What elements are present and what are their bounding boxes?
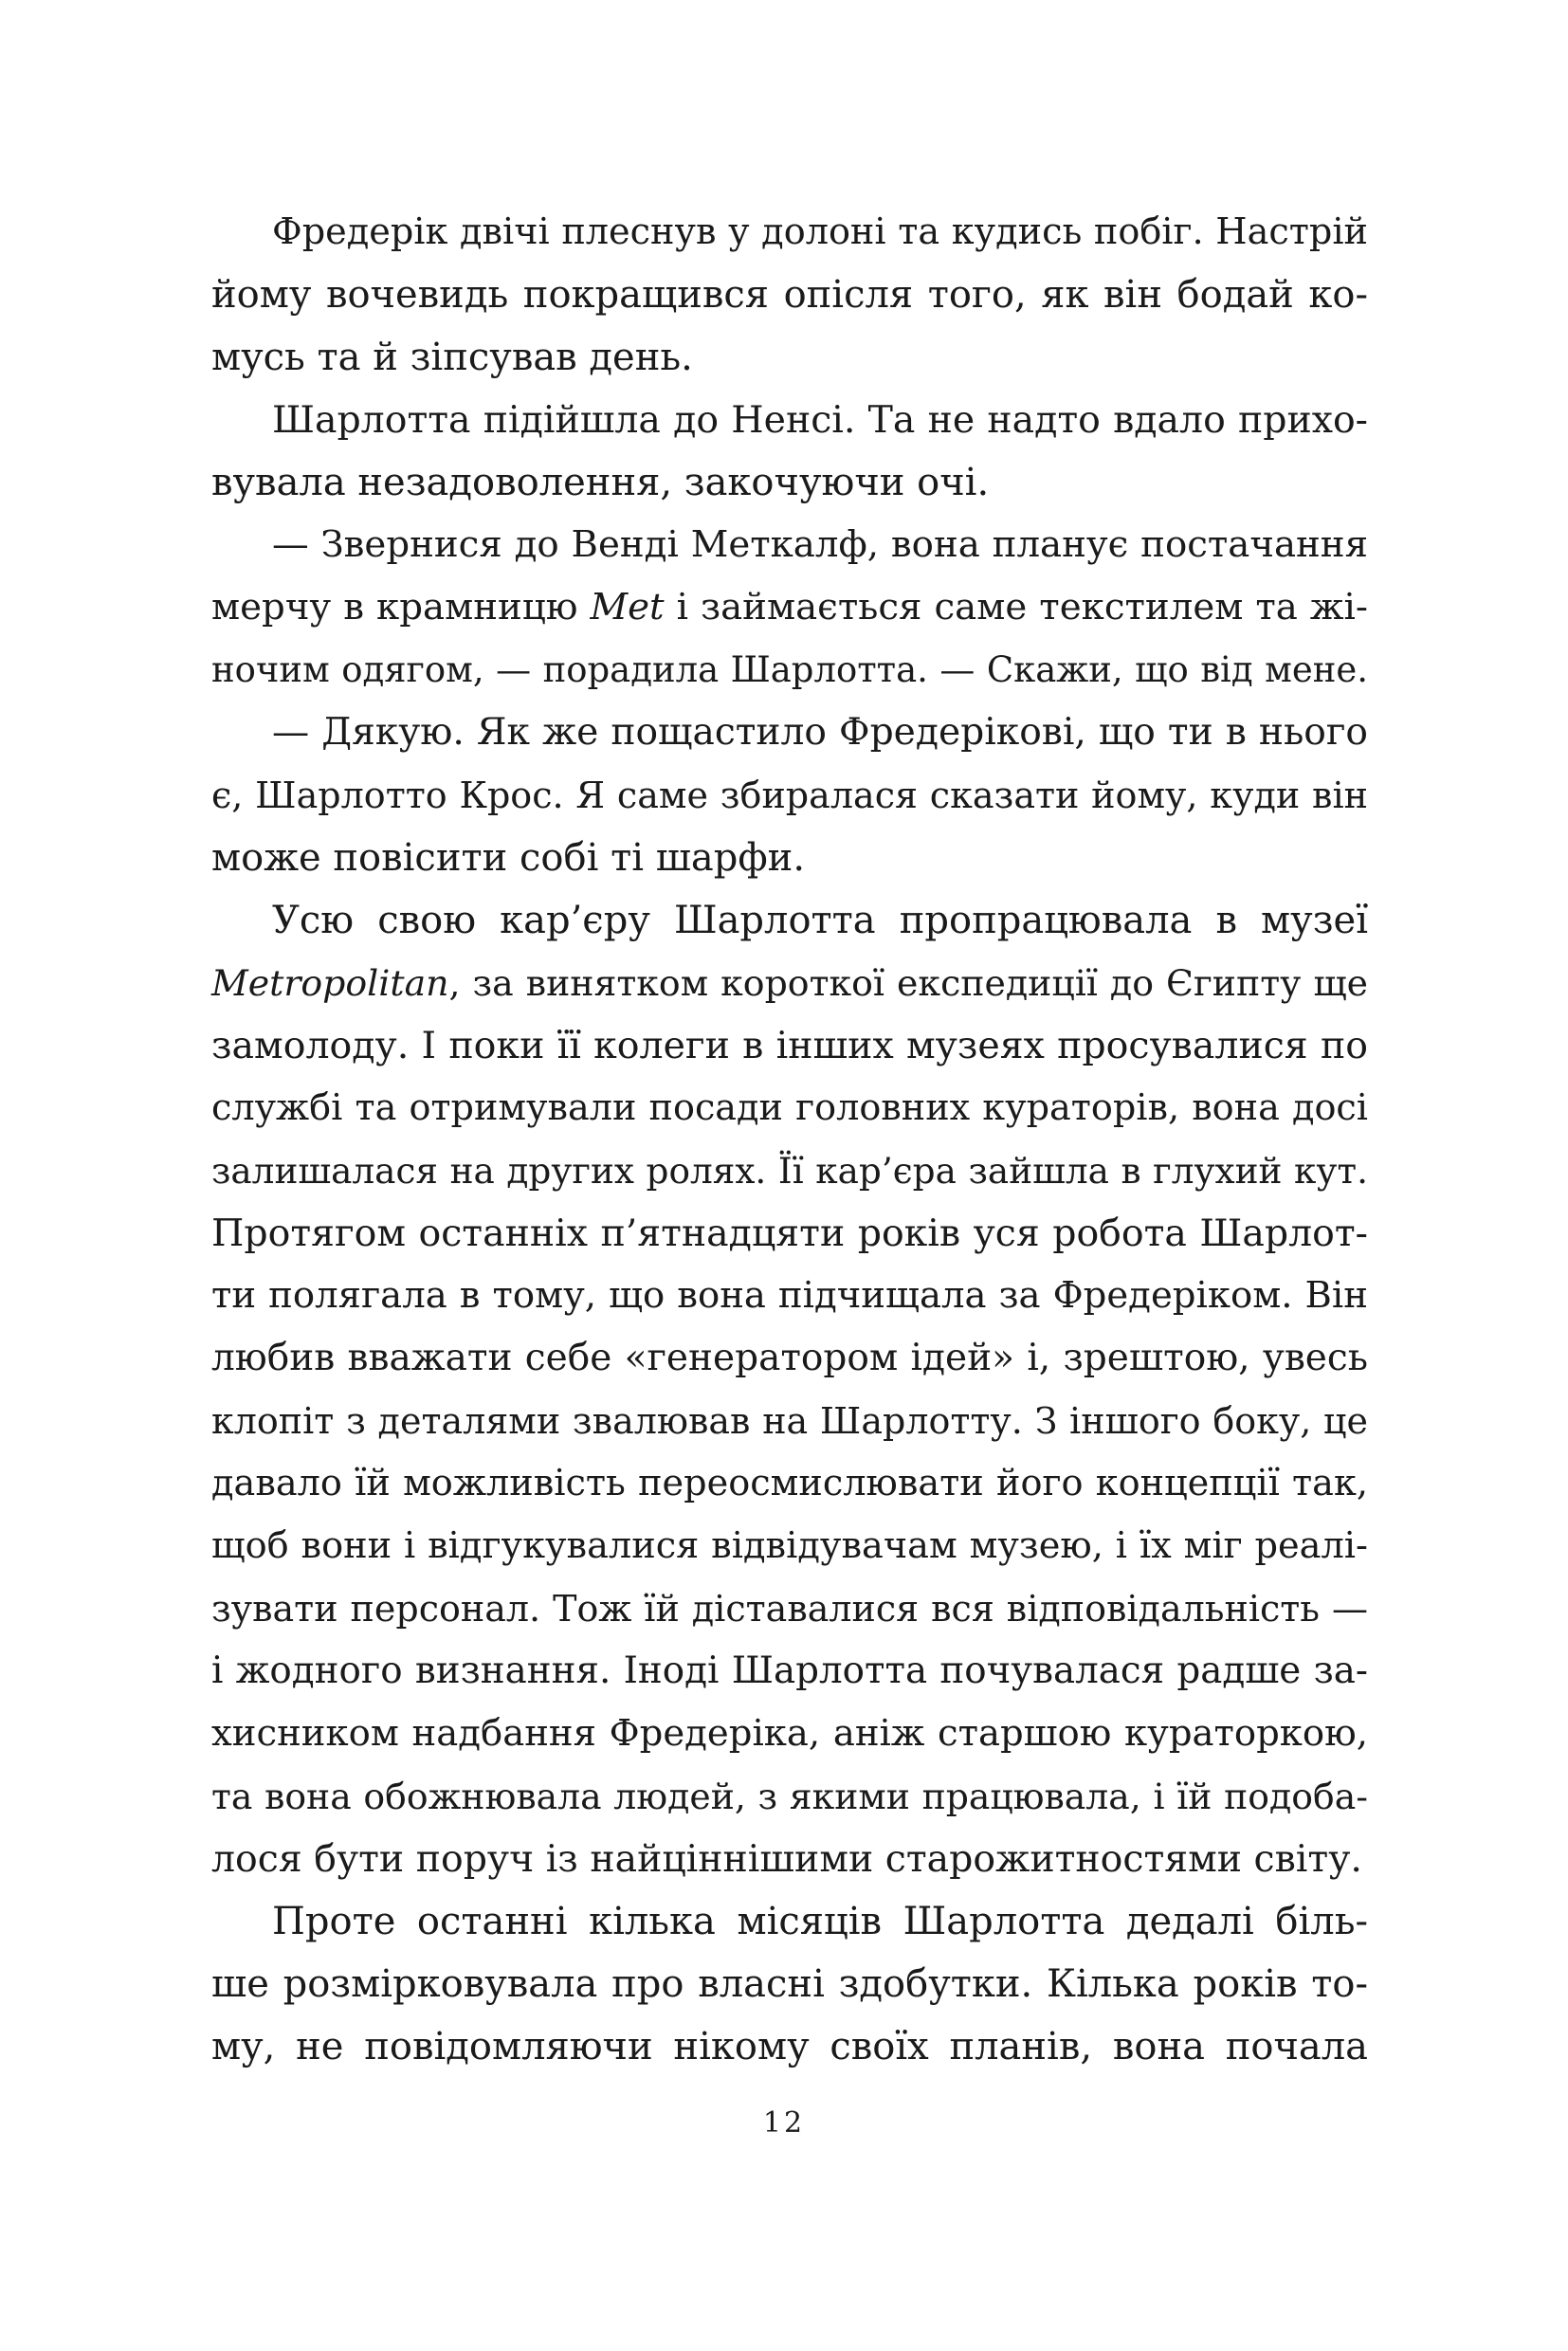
text-line: залишалася на других ролях. Її кар’єра зайшла в глухий кут. <box>211 1150 1368 1192</box>
text-segment: , за винятком короткої експедиції до Єгипту ще <box>448 962 1368 1004</box>
text-line: Протягом останніх п’ятнадцяти років уся робота Шарлот- <box>211 1212 1368 1255</box>
text-line: давало їй можливість переосмислювати його концепції так, <box>211 1463 1368 1504</box>
text-line: зувати персонал. Тож їй діставалися вся відповідальність — <box>211 1588 1368 1630</box>
text-line: службі та отримували посади головних кураторів, вона досі <box>211 1087 1368 1129</box>
text-line: і жодного визнання. Іноді Шарлотта почувалася радше за- <box>211 1649 1368 1692</box>
text-line: Фредерік двічі плеснув у долоні та кудись побіг. Настрій <box>272 211 1368 253</box>
text-segment: і займається саме текстилем та жі- <box>664 586 1368 629</box>
text-line: Шарлотта підійшла до Ненсі. Та не надто вдало прихо- <box>272 398 1368 442</box>
text-line: му, не повідомляючи нікому своїх планів, вона почала <box>211 2025 1368 2069</box>
text-line: ти полягала в тому, що вона підчищала за Фредеріком. Він <box>211 1274 1368 1317</box>
italic-title: Metropolitan <box>211 962 449 1004</box>
text-line: лося бути поруч із найціннішими старожитностями світу. <box>211 1837 1362 1881</box>
page-number: 12 <box>762 2106 806 2140</box>
text-line: йому вочевидь покращився опісля того, як він бодай ко- <box>211 273 1368 317</box>
text-line: та вона обожнювала людей, з якими працювала, і їй подоба- <box>211 1776 1368 1817</box>
text-line: мусь та й зіпсував день. <box>211 336 693 379</box>
text-line: любив вважати себе «генератором ідей» і, зрештою, увесь <box>211 1337 1368 1379</box>
italic-title: Met <box>590 586 665 629</box>
text-line: — Звернися до Венді Меткалф, вона планує постачання <box>272 523 1368 566</box>
text-line: замолоду. І поки її колеги в інших музеях просувалися по <box>211 1024 1368 1067</box>
text-line: щоб вони і відгукувалися відвідувачам музею, і їх міг реалі- <box>211 1524 1368 1567</box>
text-line: Проте останні кілька місяців Шарлотта дедалі біль- <box>272 1900 1368 1943</box>
text-line <box>211 952 1368 1014</box>
text-line: хисником надбання Фредеріка, аніж старшою кураторкою, <box>211 1712 1368 1755</box>
text-line: Усю свою кар’єру Шарлотта пропрацювала в музеї <box>272 899 1368 942</box>
text-segment: мерчу в крамницю <box>211 586 591 629</box>
text-line: клопіт з деталями звалював на Шарлотту. З іншого боку, це <box>211 1400 1368 1442</box>
text-line: може повісити собі ті шарфи. <box>211 836 806 880</box>
text-line: ше розмірковувала про власні здобутки. Кілька років то- <box>211 1962 1368 2006</box>
text-line: є, Шарлотто Крос. Я саме збиралася сказати йому, куди він <box>211 775 1368 816</box>
text-line: вувала незадоволення, закочуючи очі. <box>211 461 990 504</box>
body-text <box>211 201 1368 2078</box>
text-line: — Дякую. Як же пощастило Фредерікові, що ти в нього <box>272 711 1368 754</box>
text-line <box>211 576 1368 639</box>
text-line: ночим одягом, — порадила Шарлотта. — Скажи, що від мене. <box>211 649 1368 690</box>
